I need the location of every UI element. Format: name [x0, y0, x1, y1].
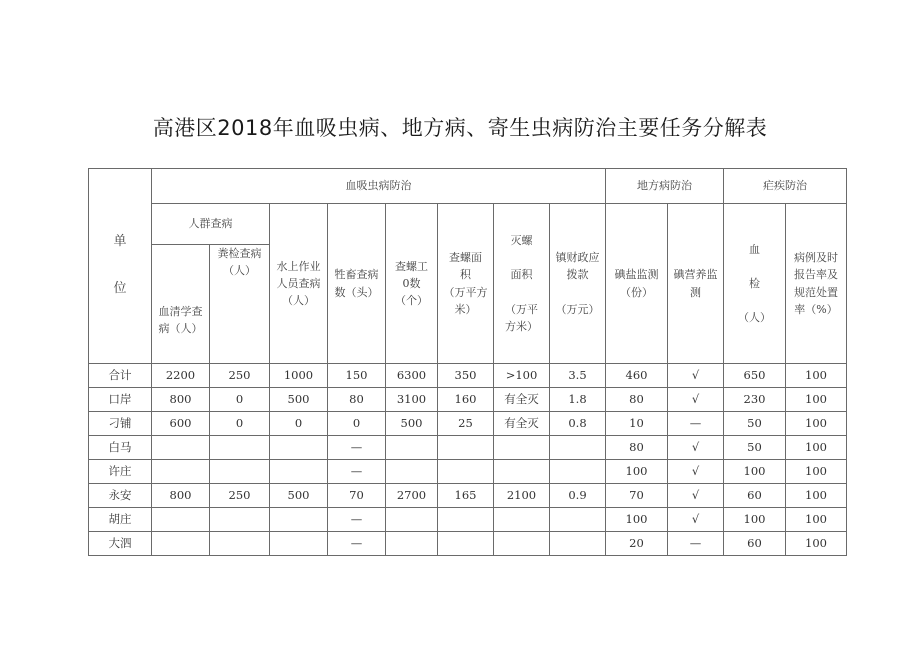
cell-unit: 永安: [89, 484, 152, 508]
cell-report: 100: [786, 532, 847, 556]
cell-water: [270, 508, 328, 532]
unit-header-cell: [89, 169, 152, 364]
cell-serum: [152, 508, 210, 532]
table-row: [89, 460, 847, 484]
cell-unit: 许庄: [89, 460, 152, 484]
cell-stool: [210, 532, 270, 556]
cell-water: [270, 436, 328, 460]
cell-iodine-salt: 20: [606, 532, 668, 556]
cell-livestock: —: [328, 508, 386, 532]
cell-kill-area: 有全灭: [494, 388, 550, 412]
cell-blood: 50: [724, 412, 786, 436]
cell-blood: 50: [724, 436, 786, 460]
cell-water: [270, 532, 328, 556]
table-row: [89, 532, 847, 556]
col-livestock: 牲畜查病 数（头）: [328, 204, 386, 364]
cell-kill-area: [494, 436, 550, 460]
cell-report: 100: [786, 412, 847, 436]
cell-livestock: 70: [328, 484, 386, 508]
cell-iodine-salt: 100: [606, 460, 668, 484]
cell-blood: 100: [724, 508, 786, 532]
cell-snail-area: [438, 508, 494, 532]
col-serum: 血清学查 病（人）: [152, 245, 210, 364]
table-body: [89, 364, 847, 556]
cell-blood: 60: [724, 532, 786, 556]
cell-fund: 0.9: [550, 484, 606, 508]
cell-report: 100: [786, 388, 847, 412]
table-row: [89, 436, 847, 460]
header-row-1: [89, 169, 847, 204]
cell-kill-area: 2100: [494, 484, 550, 508]
header-row-2: [89, 204, 847, 245]
cell-snail-area: [438, 532, 494, 556]
cell-stool: 250: [210, 484, 270, 508]
cell-iodine-salt: 80: [606, 388, 668, 412]
cell-unit: 合计: [89, 364, 152, 388]
cell-water: 500: [270, 388, 328, 412]
col-iodine-nutrition: 碘营养监 测: [668, 204, 724, 364]
col-water: 水上作业 人员查病 （人）: [270, 204, 328, 364]
col-snail-work: 查螺工 0数 （个）: [386, 204, 438, 364]
cell-fund: [550, 436, 606, 460]
cell-blood: 650: [724, 364, 786, 388]
cell-livestock: —: [328, 436, 386, 460]
cell-snail-area: 160: [438, 388, 494, 412]
cell-fund: [550, 508, 606, 532]
cell-stool: 250: [210, 364, 270, 388]
cell-livestock: —: [328, 532, 386, 556]
cell-iodine-nutrition: √: [668, 364, 724, 388]
cell-snail-work: 500: [386, 412, 438, 436]
cell-blood: 100: [724, 460, 786, 484]
cell-kill-area: [494, 532, 550, 556]
cell-kill-area: >100: [494, 364, 550, 388]
cell-unit: 大泗: [89, 532, 152, 556]
cell-iodine-nutrition: —: [668, 412, 724, 436]
cell-water: 0: [270, 412, 328, 436]
col-report: 病例及时 报告率及 规范处置 率（%）: [786, 204, 847, 364]
cell-stool: [210, 436, 270, 460]
cell-serum: 600: [152, 412, 210, 436]
cell-iodine-salt: 70: [606, 484, 668, 508]
cell-water: [270, 460, 328, 484]
cell-snail-area: 165: [438, 484, 494, 508]
cell-serum: 800: [152, 484, 210, 508]
cell-fund: 1.8: [550, 388, 606, 412]
cell-livestock: 150: [328, 364, 386, 388]
group-endemic: 地方病防治: [606, 169, 724, 204]
cell-snail-area: 350: [438, 364, 494, 388]
cell-iodine-nutrition: √: [668, 460, 724, 484]
group-schisto: 血吸虫病防治: [152, 169, 606, 204]
cell-iodine-nutrition: √: [668, 508, 724, 532]
cell-stool: 0: [210, 412, 270, 436]
cell-report: 100: [786, 436, 847, 460]
cell-snail-work: [386, 508, 438, 532]
cell-stool: [210, 460, 270, 484]
cell-iodine-nutrition: —: [668, 532, 724, 556]
cell-serum: [152, 460, 210, 484]
cell-kill-area: [494, 460, 550, 484]
cell-snail-work: [386, 460, 438, 484]
cell-fund: 0.8: [550, 412, 606, 436]
cell-iodine-nutrition: √: [668, 436, 724, 460]
cell-serum: 800: [152, 388, 210, 412]
cell-report: 100: [786, 484, 847, 508]
cell-fund: 3.5: [550, 364, 606, 388]
col-fund: 镇财政应 拨款 （万元）: [550, 204, 606, 364]
cell-iodine-salt: 10: [606, 412, 668, 436]
cell-livestock: —: [328, 460, 386, 484]
cell-fund: [550, 532, 606, 556]
cell-snail-area: 25: [438, 412, 494, 436]
table-row: [89, 508, 847, 532]
cell-snail-work: 3100: [386, 388, 438, 412]
unit-header-top: 单: [113, 234, 127, 250]
cell-water: 1000: [270, 364, 328, 388]
table-row: [89, 364, 847, 388]
cell-water: 500: [270, 484, 328, 508]
cell-serum: [152, 436, 210, 460]
cell-unit: 刁铺: [89, 412, 152, 436]
cell-fund: [550, 460, 606, 484]
col-kill-area: 灭螺 面积 （万平 方米）: [494, 204, 550, 364]
col-snail-area: 查螺面 积 （万平方 米）: [438, 204, 494, 364]
cell-serum: 2200: [152, 364, 210, 388]
cell-livestock: 80: [328, 388, 386, 412]
cell-report: 100: [786, 508, 847, 532]
cell-stool: 0: [210, 388, 270, 412]
cell-stool: [210, 508, 270, 532]
cell-unit: 白马: [89, 436, 152, 460]
cell-kill-area: 有全灭: [494, 412, 550, 436]
cell-unit: 胡庄: [89, 508, 152, 532]
cell-iodine-nutrition: √: [668, 484, 724, 508]
table-row: [89, 388, 847, 412]
cell-serum: [152, 532, 210, 556]
task-table: [88, 168, 847, 556]
cell-snail-work: 2700: [386, 484, 438, 508]
col-stool: 粪检查病 （人）: [210, 245, 270, 364]
sub-crowd: 人群查病: [152, 204, 270, 245]
group-malaria: 疟疾防治: [724, 169, 847, 204]
cell-snail-area: [438, 460, 494, 484]
unit-header-bottom: 位: [113, 281, 127, 296]
cell-snail-work: [386, 532, 438, 556]
cell-snail-work: 6300: [386, 364, 438, 388]
table-row: [89, 412, 847, 436]
cell-iodine-salt: 460: [606, 364, 668, 388]
document-title: 高港区2018年血吸虫病、地方病、寄生虫病防治主要任务分解表: [152, 116, 768, 140]
cell-snail-area: [438, 436, 494, 460]
col-blood: 血 检 （人）: [724, 204, 786, 364]
cell-blood: 60: [724, 484, 786, 508]
cell-iodine-salt: 80: [606, 436, 668, 460]
cell-iodine-salt: 100: [606, 508, 668, 532]
cell-unit: 口岸: [89, 388, 152, 412]
cell-snail-work: [386, 436, 438, 460]
cell-report: 100: [786, 460, 847, 484]
cell-kill-area: [494, 508, 550, 532]
cell-blood: 230: [724, 388, 786, 412]
col-iodine-salt: 碘盐监测 （份）: [606, 204, 668, 364]
cell-report: 100: [786, 364, 847, 388]
cell-livestock: 0: [328, 412, 386, 436]
cell-iodine-nutrition: √: [668, 388, 724, 412]
table-row: [89, 484, 847, 508]
